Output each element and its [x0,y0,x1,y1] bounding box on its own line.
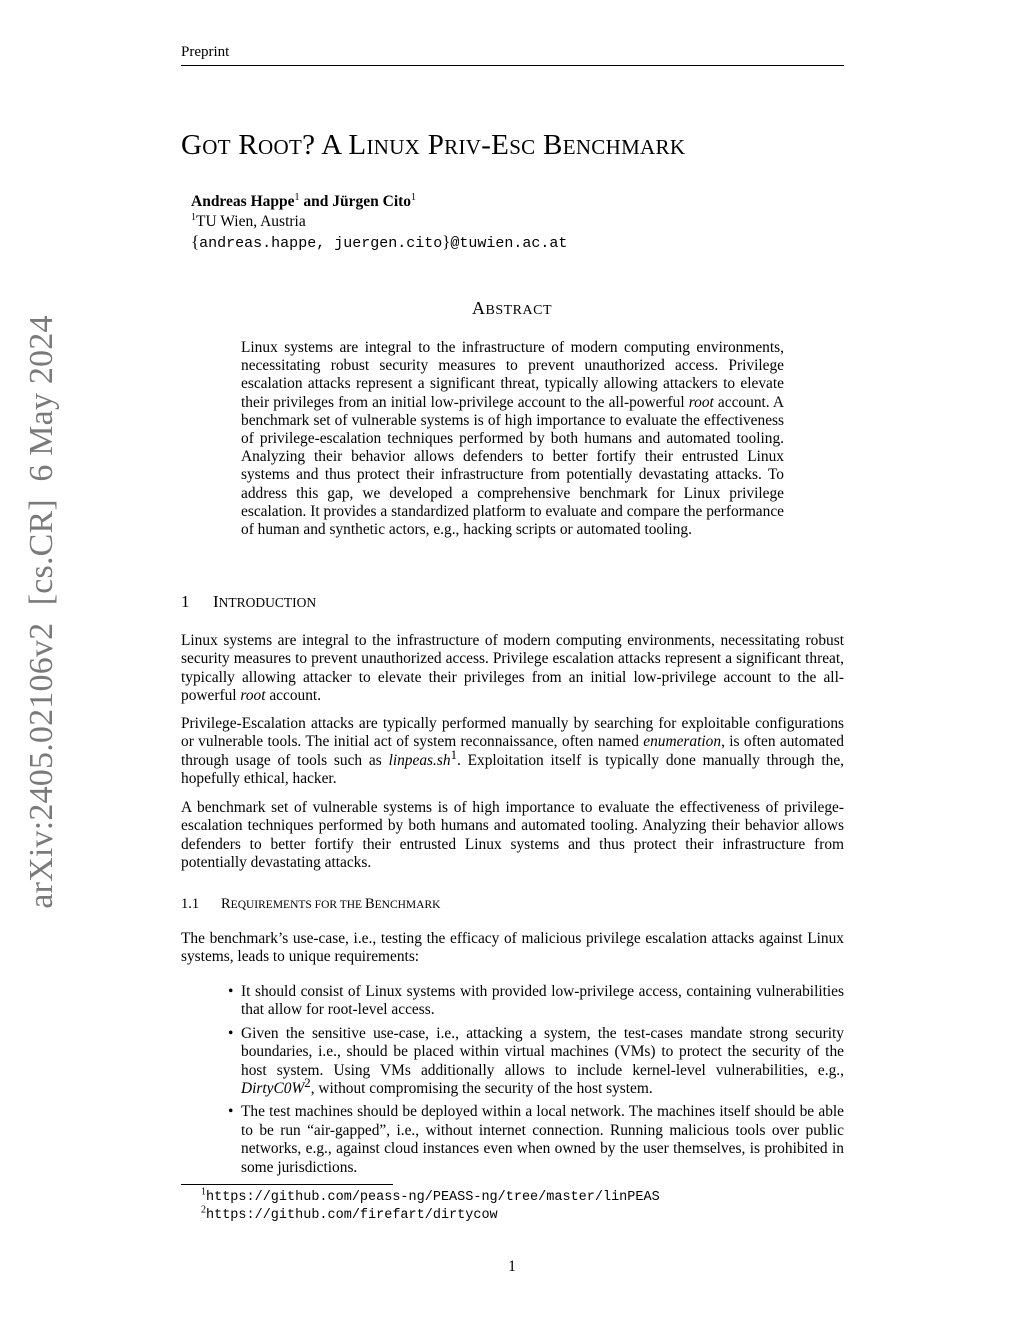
emphasis: enumeration [643,733,722,751]
footnote-link[interactable]: https://github.com/peass-ng/PEASS-ng/tree/master/linPEAS [206,1190,660,1205]
abstract-post: account. A benchmark set of vulnerable systems is of high importance to evaluate the effectiveness of privilege-escalation techniques performed by both humans and automated tooling. Analyzing their behavior allows defenders to better fortify their entrusted Linux systems and thus protect their infrastructure from potentially devastating attacks. To address this gap, we developed a comprehensive benchmark for Linux privilege escalation. It provides a standardized platform to evaluate and compare the performance of human and synthetic actors, e.g., hacking scripts or automated tooling. [241,393,784,539]
title-part: INUX [366,135,421,159]
title-part: R [230,129,259,161]
footnote-mark: 2 [201,1204,206,1216]
heading-rest: ENCHMARK [374,899,441,911]
running-head: Preprint [181,44,230,60]
paragraph-text: account. [265,687,322,705]
abstract-heading-rest: BSTRACT [485,303,552,318]
page-number: 1 [508,1258,516,1275]
affiliation [191,213,306,231]
footnote-mark: 1 [201,1186,206,1198]
section-number: 1 [181,592,190,611]
title-part: OOT [258,135,303,159]
section-heading-rest: NTRODUCTION [218,595,317,610]
footnote-link[interactable]: https://github.com/firefart/dirtycow [206,1208,498,1223]
author-name: Andreas Happe [191,193,295,210]
title-part: B [535,129,563,161]
author-joiner: and [299,193,333,210]
emphasis: root [240,687,266,705]
list-item-text: The test machines should be deployed within a local network. The machines itself should be able to be run “air-gapped”, i.e., without internet connection. Running malicious tools over public networks, e.g., against cloud instances even when owned by the user themselves, is prohibited in some jurisdictions. [241,1103,844,1176]
list-item [228,1103,844,1177]
email-open-brace: { [191,232,200,251]
bullet: • [228,1024,234,1042]
subsection-heading-requirements [181,896,440,913]
abstract-pre: Linux systems are integral to the infrastructure of modern computing environments, necessitating robust security measures to prevent unauthorized access. Privilege escalation attacks represent a significant threat, typically allowing attackers to elevate their privileges from an initial low-privilege account to the all-powerful [241,339,784,411]
heading-initial: B [364,896,375,912]
author-emails [191,232,567,252]
bullet: • [228,1103,234,1121]
paragraph: The benchmark’s use-case, i.e., testing the efficacy of malicious privilege escalation attacks against Linux systems, leads to unique requirements: [181,930,844,966]
author-name: Jürgen Cito [332,193,412,210]
paragraph: A benchmark set of vulnerable systems is of high importance to evaluate the effectiveness of privilege-escalation techniques performed by both humans and automated tooling. Analyzing their behavior allows defenders to better fortify their entrusted Linux systems and thus protect their infrastructure from potentially devastating attacks. [181,799,844,872]
paragraph-text: Privilege-Escalation attacks are typically performed manually by searching for exploitable configurations or vulnerable tools. The initial act of system reconnaissance, often named [181,715,844,751]
emphasis: DirtyC0W [241,1080,305,1098]
author-line [191,192,416,211]
affiliation-text: TU Wien, Austria [196,213,306,230]
heading-rest: EQUIREMENTS FOR THE [230,899,365,911]
list-item [228,983,844,1020]
list-item [228,1025,844,1099]
title-part: G [181,129,203,161]
header-rule [181,65,844,66]
requirements-list [228,983,844,1182]
email-close-brace: } [442,232,451,251]
section-heading-initial: I [213,592,219,611]
list-item-text: , without compromising the security of the host system. [310,1080,653,1098]
affiliation-mark: 1 [411,191,417,203]
arxiv-identifier-stamp[interactable]: arXiv:2405.02106v2 [cs.CR] 6 May 2024 [23,315,60,909]
paragraph [181,632,844,706]
email-names: andreas.happe, juergen.cito [199,235,443,252]
bullet: • [228,983,234,1000]
heading-initial: R [221,896,231,912]
footnote-ref: 2 [304,1075,311,1090]
affiliation-mark: 1 [294,191,300,203]
paragraph-text: Linux systems are integral to the infrastructure of modern computing environments, necessitating robust security measures to prevent unauthorized access. Privilege escalation attacks represent a significant threat, typically allowing attacker to elevate their privileges from an initial low-privilege account to the all-powerful [181,632,844,705]
footnote [201,1186,660,1205]
abstract-text [241,339,784,539]
abstract-heading-initial: A [471,298,486,318]
footnote [201,1204,498,1223]
title-part: ? A L [302,129,367,161]
paragraph-text: . Exploitation itself is typically done manually through the, hopefully ethical, hacker. [181,751,844,788]
footnote-ref: 1 [450,747,457,762]
paragraph-text: , is often automated through usage of tools such as [181,733,844,769]
paper-title [181,129,685,162]
affiliation-mark: 1 [191,211,196,223]
title-part: SC [509,135,536,159]
section-heading-introduction [181,592,316,612]
title-part: P [420,129,445,161]
title-part: ENCHMARK [562,135,686,159]
email-domain: @tuwien.ac.at [450,235,568,252]
list-item-text: It should consist of Linux systems with provided low-privilege access, containing vulnerabilities that allow for root-level access. [241,983,844,1019]
emphasis: linpeas.sh [388,751,451,769]
title-part: RIV [444,135,482,159]
subsection-number: 1.1 [181,896,200,912]
title-part: -E [481,129,510,161]
abstract-heading [0,298,1024,319]
abstract-emphasis: root [688,393,714,411]
paragraph [181,715,844,789]
title-part: OT [202,135,231,159]
footnote-rule [181,1184,393,1185]
list-item-text: Given the sensitive use-case, i.e., attacking a system, the test-cases mandate strong security boundaries, i.e., should be placed within virtual machines (VMs) to protect the security of the host system. Using VMs additionally allows to include kernel-level vulnerabilities, e.g., [241,1024,844,1079]
